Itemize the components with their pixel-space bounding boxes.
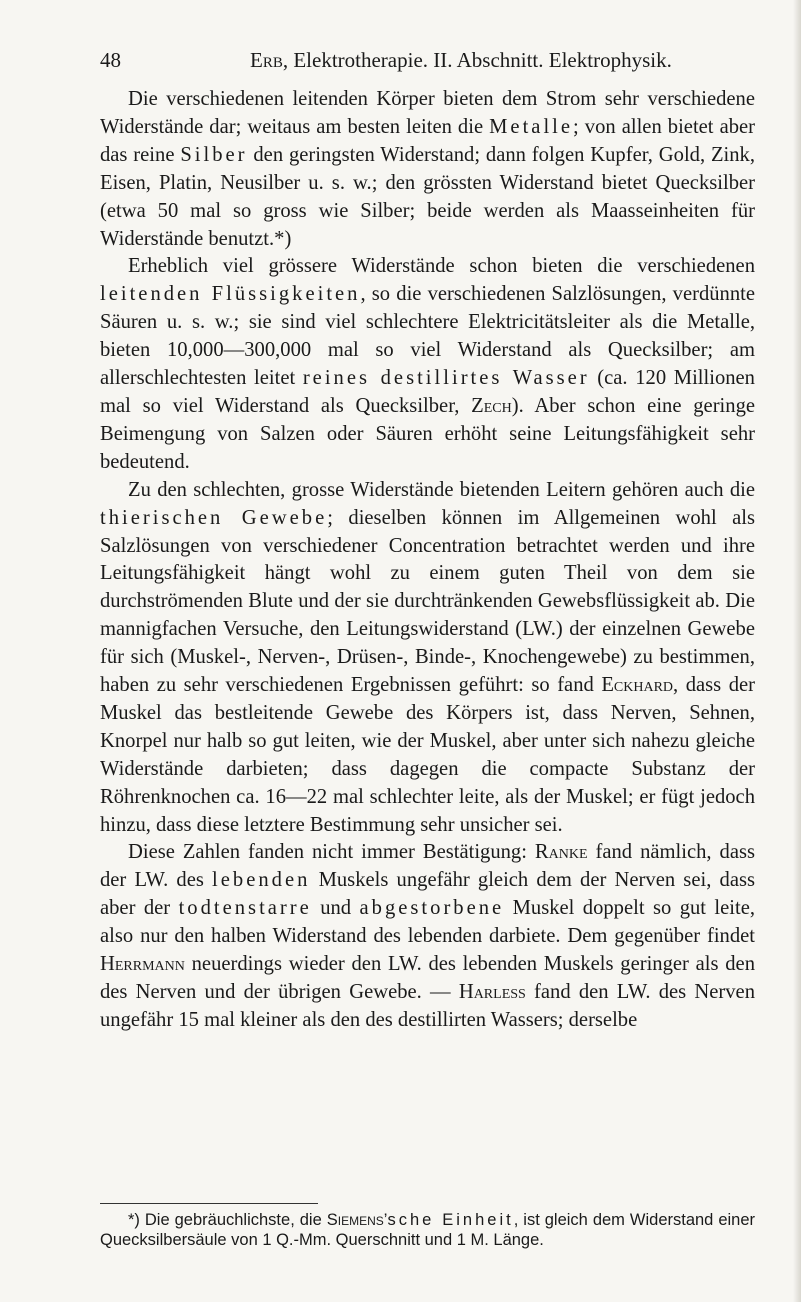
text-run: , so die verschiedenen Salzlösungen, verdünnte Säuren u. s. w.; sie sind viel schlechtere Elektricitätsleiter als die Metalle, bieten 10,000—300,000 mal so viel Widerstand als Quecksilber; am allerschlechtesten leitet [100,283,756,390]
text-run: den geringsten Widerstand; dann folgen Kupfer, Gold, Zink, Eisen, Platin, Neusilber u. s. w.; den grössten Widerstand bietet Quecksilber (etwa 50 mal so gross wie Silber; beide werden als Maasseinheiten für Widerstände benutzt.*) [100,143,756,250]
text-run: ’ [383,1211,388,1229]
paragraph-liquids [100,253,755,476]
text-run: , dass der Muskel das bestleitende Gewebe des Körpers ist, dass Nerven, Sehnen, Knorpel nur halb so gut leiten, wie der Muskel, aber unter sich nahezu gleiche Widerstände darbieten; dass dagegen die compacte Substanz der Röhrenknochen ca. 16—22 mal schlechter leite, als der Muskel; er fügt jedoch hinzu, dass diese letztere Bestimmung sehr unsicher sei. [100,674,756,836]
footnote-rule [100,1203,318,1204]
author-name: Siemens [326,1211,384,1229]
author-name: Erb [250,48,283,72]
text-run: fand den LW. des Nerven ungefähr 15 mal kleiner als den des destillirten Wassers; derselbe [100,981,755,1031]
footnote-text [100,1210,755,1250]
author-name: Ranke [534,841,588,864]
text-run: ; von allen bietet aber das reine [100,115,756,166]
paragraph-tissues [100,477,755,840]
body-text [100,86,755,1035]
text-run: , ist gleich dem Widerstand einer Quecksilbersäule von 1 Q.-Mm. Querschnitt und 1 M. Länge. [100,1211,756,1249]
spaced-term: reines destillirtes Wasser [302,367,590,390]
text-run: Diese Zahlen fanden nicht immer Bestätigung: [128,841,535,864]
spaced-term: Metalle [489,115,574,138]
text-run: (ca. 120 Millionen mal so viel Widerstand als Quecksilber, [100,367,755,417]
text-run: und [311,897,360,920]
spaced-term: leitenden Flüssigkeiten [100,283,361,306]
spaced-term: lebenden [212,869,311,892]
text-run: fand nämlich, dass der LW. des [100,841,755,892]
text-run: neuerdings wieder den LW. des lebenden Muskels geringer als den des Nerven und der übrigen Gewebe. — [100,953,755,1003]
spaced-term: abgestorbene [359,897,505,920]
author-name: Harless [458,981,526,1003]
running-title [250,48,672,72]
author-name: Eckhard [601,674,674,697]
text-run: Erheblich viel grössere Widerstände schon bieten die verschiedenen [128,255,755,278]
author-name: Zech [471,394,512,417]
text-run: Muskels ungefähr gleich dem der Nerven sei, dass aber der [100,869,755,920]
text-run: Die verschiedenen leitenden Körper bieten dem Strom sehr verschiedene Widerstände dar; weitaus am besten leiten die [100,88,755,138]
author-name: Herrmann [100,953,185,976]
text-run: Zu den schlechten, grosse Widerstände bietenden Leitern gehören auch die [128,478,755,501]
spaced-term: sche Einheit [387,1211,514,1229]
text-run: ). Aber schon eine geringe Beimengung von Salzen oder Säuren erhöht seine Leitungsfähigkeit sehr bedeutend. [100,394,756,473]
text-run: Muskel doppelt so gut leite, also nur den halben Widerstand des lebenden darbiete. Dem gegenüber findet [100,897,756,948]
text-run: *) Die gebräuchlichste, die [128,1211,327,1229]
page-edge-shadow [793,0,801,1302]
spaced-term: Silber [180,143,248,166]
paragraph-metals [100,86,755,253]
spaced-term: todtenstarre [178,897,312,920]
footnote [100,1210,755,1250]
spaced-term: thierischen Gewebe [100,506,328,529]
running-title-text: , Elektrotherapie. II. Abschnitt. Elektrophysik. [282,48,672,72]
page-number: 48 [100,48,121,72]
text-run: ; dieselben können im Allgemeinen wohl als Salzlösungen von verschiedener Concentration betrachtet werden und ihre Leitungsfähigkeit hängt wohl zu einem guten Theil von dem sie durchströmenden Blute und der sie durchtränkenden Gewebsflüssigkeit ab. Die mannigfachen Versuche, den Leitungswiderstand (LW.) der einzelnen Gewebe für sich (Muskel-, Nerven-, Drüsen-, Binde-, Knochengewebe) zu bestimmen, haben zu sehr verschiedenen Ergebnissen geführt: so fand [100,506,755,697]
paragraph-confirmation [100,839,755,1034]
